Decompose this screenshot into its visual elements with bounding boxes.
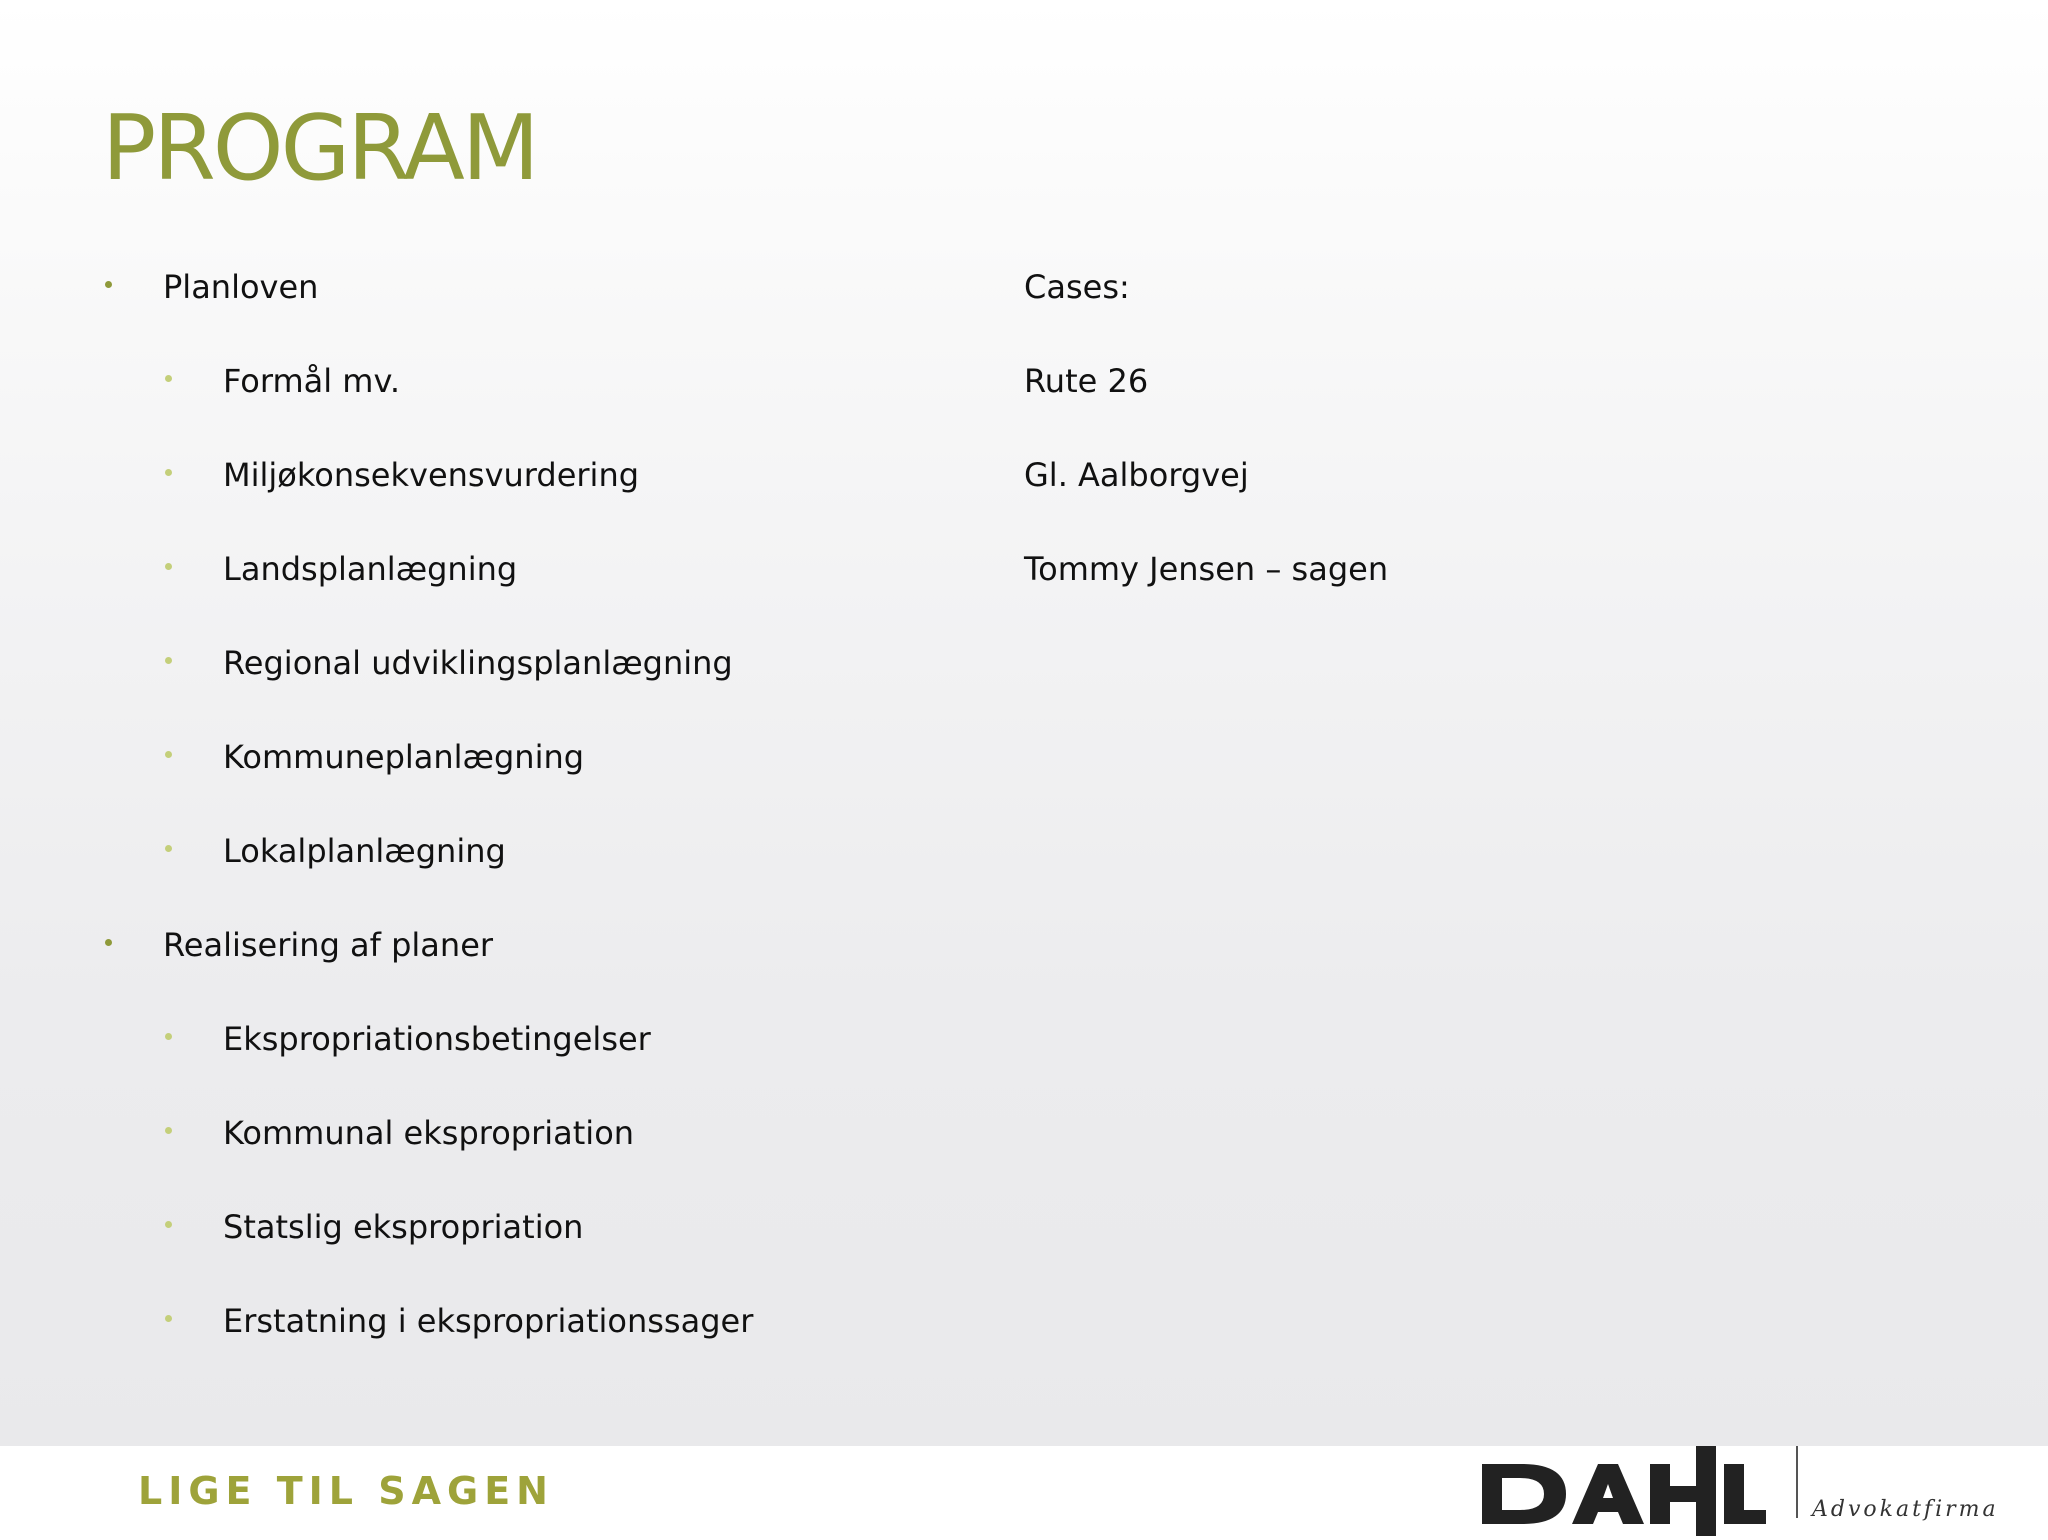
- dahl-logo: [1480, 1446, 2048, 1536]
- bullet-dot-icon: [165, 657, 172, 664]
- cases-heading: Cases:: [1024, 268, 1130, 306]
- bullet-dot-icon: [165, 563, 172, 570]
- slide-title: PROGRAM: [102, 96, 537, 201]
- footer-tagline: LIGE TIL SAGEN: [138, 1469, 554, 1513]
- logo-subtitle: Advokatfirma: [1812, 1497, 1999, 1522]
- case-item: Rute 26: [1024, 362, 1149, 400]
- bullet-dot-icon: [165, 1127, 172, 1134]
- case-item: Tommy Jensen – sagen: [1024, 550, 1389, 588]
- bullet-dot-icon: [165, 375, 172, 382]
- bullet-dot-icon: [165, 469, 172, 476]
- bullet-text: Formål mv.: [223, 362, 401, 400]
- bullet-text: Erstatning i ekspropriationssager: [223, 1302, 754, 1340]
- bullet-text: Realisering af planer: [163, 926, 494, 964]
- bullet-dot-icon: [165, 1221, 172, 1228]
- bullet-dot-icon: [165, 1033, 172, 1040]
- bullet-dot-icon: [165, 1315, 172, 1322]
- dahl-logo-graphic: [1480, 1446, 2048, 1536]
- bullet-text: Statslig ekspropriation: [223, 1208, 584, 1246]
- bullet-text: Planloven: [163, 268, 319, 306]
- bullet-text: Kommunal ekspropriation: [223, 1114, 635, 1152]
- bullet-text: Kommuneplanlægning: [223, 738, 585, 776]
- bullet-text: Ekspropriationsbetingelser: [223, 1020, 651, 1058]
- bullet-dot-icon: [165, 845, 172, 852]
- bullet-dot-icon: [165, 751, 172, 758]
- bullet-text: Miljøkonsekvensvurdering: [223, 456, 640, 494]
- bullet-dot-icon: [105, 939, 112, 946]
- bullet-text: Lokalplanlægning: [223, 832, 506, 870]
- bullet-text: Landsplanlægning: [223, 550, 518, 588]
- bullet-dot-icon: [105, 281, 112, 288]
- case-item: Gl. Aalborgvej: [1024, 456, 1249, 494]
- bullet-text: Regional udviklingsplanlægning: [223, 644, 733, 682]
